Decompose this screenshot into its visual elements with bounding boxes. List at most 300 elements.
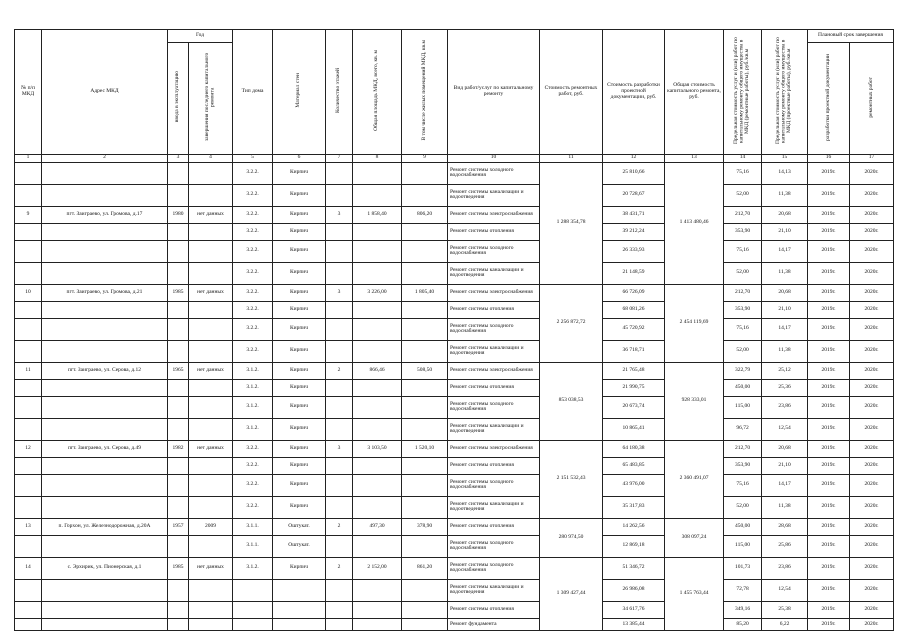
- table-row: [15, 618, 894, 631]
- cell-c15: 6,22: [762, 618, 808, 631]
- cell-num: 14: [15, 557, 42, 579]
- cell-design-cost: 26 986,08: [603, 579, 665, 601]
- cell-floors: [326, 618, 353, 631]
- cell-area: 3 103,50: [353, 440, 402, 457]
- cell-c14: 349,16: [724, 601, 762, 618]
- cell-mat: Кирпич: [273, 301, 326, 318]
- cell-c15: 12,54: [762, 579, 808, 601]
- cell-c15: 25,38: [762, 601, 808, 618]
- cell-design-cost: 45 720,92: [603, 318, 665, 340]
- cell-c16: 2019г.: [808, 362, 850, 379]
- cell-area: [353, 457, 402, 474]
- cell-mat: [273, 618, 326, 631]
- cell-floors: 2: [326, 518, 353, 535]
- cell-c14: 52,00: [724, 340, 762, 362]
- cell-living: [402, 162, 448, 184]
- cell-mat: Кирпич: [273, 240, 326, 262]
- cell-num: [15, 240, 42, 262]
- cell-c17: 2020г.: [850, 379, 894, 396]
- cell-y2: [189, 301, 233, 318]
- column-number: 15: [762, 154, 808, 162]
- header-address: Адрес МКД: [42, 30, 168, 155]
- cell-area: 1 858,40: [353, 206, 402, 223]
- cell-address: [42, 301, 168, 318]
- column-number: 8: [353, 154, 402, 162]
- header-planned-period: Плановый срок завершения: [808, 30, 894, 43]
- cell-address: [42, 162, 168, 184]
- cell-c17: 2020г.: [850, 318, 894, 340]
- cell-living: [402, 262, 448, 284]
- cell-work: Ремонт системы канализации и водоотведения: [448, 340, 540, 362]
- cell-c17: 2020г.: [850, 518, 894, 535]
- cell-c15: 11,38: [762, 184, 808, 206]
- cell-y1: [168, 496, 189, 518]
- cell-work: Ремонт системы электроснабжения: [448, 206, 540, 223]
- cell-living: [402, 223, 448, 240]
- cell-total-cost: 2 360 491,07: [665, 440, 724, 518]
- cell-repair-cost: 280 974,50: [540, 518, 603, 557]
- table-row: [15, 535, 894, 557]
- cell-design-cost: 21 990,75: [603, 379, 665, 396]
- cell-address: [42, 318, 168, 340]
- cell-y1: [168, 340, 189, 362]
- cell-total-cost: 1 413 480,46: [665, 162, 724, 284]
- cell-c16: 2019г.: [808, 340, 850, 362]
- cell-floors: [326, 379, 353, 396]
- cell-floors: [326, 162, 353, 184]
- cell-y2: [189, 496, 233, 518]
- cell-area: 2 152,00: [353, 557, 402, 579]
- cell-address: п. Горхон, ул. Железнодорожная, д.20А: [42, 518, 168, 535]
- cell-area: [353, 262, 402, 284]
- cell-area: [353, 379, 402, 396]
- cell-num: [15, 184, 42, 206]
- cell-c17: 2020г.: [850, 618, 894, 631]
- cell-address: [42, 535, 168, 557]
- cell-living: 1 805,40: [402, 284, 448, 301]
- cell-c16: 2019г.: [808, 262, 850, 284]
- cell-type: 3.2.2.: [233, 457, 273, 474]
- cell-living: [402, 340, 448, 362]
- cell-c16: 2019г.: [808, 284, 850, 301]
- header-year-last-repair: завершения последнего капитального ремонта: [189, 43, 233, 155]
- cell-area: [353, 535, 402, 557]
- cell-y1: 1957: [168, 518, 189, 535]
- cell-num: 11: [15, 362, 42, 379]
- table-row: [15, 418, 894, 440]
- cell-design-cost: 39 212,24: [603, 223, 665, 240]
- cell-design-cost: 25 810,66: [603, 162, 665, 184]
- cell-living: [402, 474, 448, 496]
- cell-y2: [189, 474, 233, 496]
- cell-c16: 2019г.: [808, 240, 850, 262]
- cell-y1: 1982: [168, 440, 189, 457]
- cell-num: [15, 474, 42, 496]
- cell-c14: 450,00: [724, 379, 762, 396]
- repair-schedule-table: [14, 29, 894, 631]
- cell-y1: [168, 240, 189, 262]
- header-repair-cost: Стоимость ремонтных работ, руб.: [540, 30, 603, 155]
- cell-area: 497,30: [353, 518, 402, 535]
- cell-design-cost: 66 726,09: [603, 284, 665, 301]
- cell-area: [353, 240, 402, 262]
- cell-c14: 52,00: [724, 262, 762, 284]
- cell-y1: [168, 457, 189, 474]
- cell-c17: 2020г.: [850, 601, 894, 618]
- cell-mat: Кирпич: [273, 318, 326, 340]
- cell-c17: 2020г.: [850, 340, 894, 362]
- cell-area: [353, 340, 402, 362]
- cell-num: [15, 162, 42, 184]
- cell-c14: 353,90: [724, 223, 762, 240]
- cell-repair-cost: 2 256 872,72: [540, 284, 603, 362]
- table-row: [15, 440, 894, 457]
- cell-c17: 2020г.: [850, 579, 894, 601]
- cell-y2: нет данных: [189, 557, 233, 579]
- cell-y2: [189, 618, 233, 631]
- cell-design-cost: 21 765,48: [603, 362, 665, 379]
- cell-y2: нет данных: [189, 206, 233, 223]
- cell-c17: 2020г.: [850, 301, 894, 318]
- cell-total-cost: 1 455 763,44: [665, 557, 724, 631]
- cell-living: [402, 184, 448, 206]
- cell-c17: 2020г.: [850, 457, 894, 474]
- cell-area: [353, 601, 402, 618]
- header-total-cost: Общая стоимость капитального ремонта, руб.: [665, 30, 724, 155]
- cell-y1: [168, 601, 189, 618]
- cell-mat: Кирпич: [273, 223, 326, 240]
- cell-area: [353, 618, 402, 631]
- cell-c16: 2019г.: [808, 440, 850, 457]
- cell-design-cost: 26 333,93: [603, 240, 665, 262]
- cell-mat: [273, 601, 326, 618]
- cell-num: [15, 579, 42, 601]
- cell-work: Ремонт системы отопления: [448, 379, 540, 396]
- cell-c17: 2020г.: [850, 240, 894, 262]
- cell-y2: [189, 601, 233, 618]
- cell-c15: 21,10: [762, 301, 808, 318]
- cell-floors: [326, 396, 353, 418]
- cell-work: Ремонт фундамента: [448, 618, 540, 631]
- cell-c17: 2020г.: [850, 162, 894, 184]
- cell-mat: Оштукат.: [273, 535, 326, 557]
- cell-living: [402, 601, 448, 618]
- table-row: [15, 474, 894, 496]
- cell-mat: Кирпич: [273, 262, 326, 284]
- cell-y1: 1985: [168, 284, 189, 301]
- cell-c14: 101,73: [724, 557, 762, 579]
- cell-area: [353, 223, 402, 240]
- column-number: 11: [540, 154, 603, 162]
- cell-design-cost: 12 869,18: [603, 535, 665, 557]
- cell-address: [42, 396, 168, 418]
- cell-work: Ремонт системы канализации и водоотведения: [448, 579, 540, 601]
- cell-work: Ремонт системы отопления: [448, 518, 540, 535]
- table-row: [15, 206, 894, 223]
- column-number: 10: [448, 154, 540, 162]
- cell-area: [353, 301, 402, 318]
- column-number: 17: [850, 154, 894, 162]
- cell-c15: 20,68: [762, 440, 808, 457]
- cell-y2: [189, 162, 233, 184]
- cell-type: 3.2.2.: [233, 284, 273, 301]
- cell-type: 3.2.2.: [233, 223, 273, 240]
- header-floors: Количество этажей: [326, 30, 353, 155]
- cell-total-cost: 308 097,24: [665, 518, 724, 557]
- table-row: [15, 601, 894, 618]
- cell-area: [353, 162, 402, 184]
- cell-c16: 2019г.: [808, 301, 850, 318]
- cell-design-cost: 21 148,59: [603, 262, 665, 284]
- cell-c14: 85,20: [724, 618, 762, 631]
- cell-type: 3.2.2.: [233, 262, 273, 284]
- column-number: 4: [189, 154, 233, 162]
- cell-type: 3.2.2.: [233, 474, 273, 496]
- cell-mat: Кирпич: [273, 379, 326, 396]
- cell-work: Ремонт системы отопления: [448, 223, 540, 240]
- cell-repair-cost: 2 151 532,43: [540, 440, 603, 518]
- cell-area: [353, 579, 402, 601]
- cell-work: Ремонт системы отопления: [448, 301, 540, 318]
- cell-c15: 12,54: [762, 418, 808, 440]
- cell-type: 3.2.2.: [233, 184, 273, 206]
- cell-floors: [326, 301, 353, 318]
- cell-c15: 20,68: [762, 284, 808, 301]
- cell-design-cost: 36 718,71: [603, 340, 665, 362]
- cell-address: [42, 601, 168, 618]
- cell-work: Ремонт системы отопления: [448, 601, 540, 618]
- cell-c16: 2019г.: [808, 601, 850, 618]
- cell-y2: [189, 318, 233, 340]
- cell-design-cost: 10 865,41: [603, 418, 665, 440]
- cell-y1: 1965: [168, 362, 189, 379]
- cell-num: [15, 618, 42, 631]
- column-number: 1: [15, 154, 42, 162]
- cell-c16: 2019г.: [808, 496, 850, 518]
- cell-c15: 25,86: [762, 535, 808, 557]
- cell-type: 3.1.2.: [233, 362, 273, 379]
- cell-mat: Кирпич: [273, 440, 326, 457]
- cell-work: Ремонт системы холодного водоснабжения: [448, 240, 540, 262]
- cell-y1: [168, 474, 189, 496]
- cell-floors: [326, 262, 353, 284]
- column-number: 14: [724, 154, 762, 162]
- cell-c15: 14,17: [762, 318, 808, 340]
- cell-c17: 2020г.: [850, 396, 894, 418]
- column-number: 6: [273, 154, 326, 162]
- header-design-cost: Стоимость разработки проектной документации, руб.: [603, 30, 665, 155]
- cell-living: [402, 535, 448, 557]
- cell-repair-cost: 853 038,53: [540, 362, 603, 440]
- cell-c17: 2020г.: [850, 496, 894, 518]
- cell-living: 508,50: [402, 362, 448, 379]
- header-wall-material: Материал стен: [273, 30, 326, 155]
- cell-num: [15, 418, 42, 440]
- table-row: [15, 379, 894, 396]
- cell-c14: 52,00: [724, 496, 762, 518]
- cell-type: [233, 618, 273, 631]
- cell-total-cost: 2 454 119,69: [665, 284, 724, 362]
- cell-work: Ремонт системы канализации и водоотведения: [448, 262, 540, 284]
- table-row: [15, 162, 894, 184]
- cell-type: [233, 579, 273, 601]
- cell-work: Ремонт системы электроснабжения: [448, 440, 540, 457]
- cell-c15: 21,10: [762, 223, 808, 240]
- cell-address: [42, 262, 168, 284]
- cell-address: [42, 496, 168, 518]
- cell-living: [402, 496, 448, 518]
- cell-mat: Кирпич: [273, 362, 326, 379]
- header-year: Год: [168, 30, 233, 43]
- cell-c16: 2019г.: [808, 535, 850, 557]
- cell-y2: [189, 379, 233, 396]
- cell-c14: 75,16: [724, 318, 762, 340]
- cell-num: [15, 301, 42, 318]
- cell-c17: 2020г.: [850, 206, 894, 223]
- cell-work: Ремонт системы электроснабжения: [448, 362, 540, 379]
- cell-c16: 2019г.: [808, 418, 850, 440]
- table-row: [15, 340, 894, 362]
- cell-c15: 11,38: [762, 496, 808, 518]
- cell-c15: 14,17: [762, 474, 808, 496]
- cell-y2: [189, 418, 233, 440]
- cell-address: пгт. Заиграево, ул. Серова, д.12: [42, 362, 168, 379]
- cell-type: 3.2.2.: [233, 162, 273, 184]
- cell-address: [42, 240, 168, 262]
- cell-floors: [326, 184, 353, 206]
- table-body: [15, 162, 894, 631]
- cell-type: 3.2.2.: [233, 240, 273, 262]
- cell-floors: [326, 601, 353, 618]
- cell-mat: Кирпич: [273, 340, 326, 362]
- cell-living: [402, 379, 448, 396]
- cell-area: [353, 396, 402, 418]
- cell-c14: 75,16: [724, 240, 762, 262]
- cell-c15: 23,86: [762, 557, 808, 579]
- cell-design-cost: 51 346,72: [603, 557, 665, 579]
- cell-c16: 2019г.: [808, 618, 850, 631]
- cell-living: [402, 240, 448, 262]
- cell-y2: [189, 223, 233, 240]
- cell-c16: 2019г.: [808, 184, 850, 206]
- cell-y2: нет данных: [189, 440, 233, 457]
- table-row: [15, 579, 894, 601]
- cell-c16: 2019г.: [808, 457, 850, 474]
- cell-type: 3.2.2.: [233, 301, 273, 318]
- cell-y1: [168, 618, 189, 631]
- cell-num: [15, 262, 42, 284]
- column-number: 9: [402, 154, 448, 162]
- cell-work: Ремонт системы канализации и водоотведения: [448, 496, 540, 518]
- cell-type: 3.1.1.: [233, 518, 273, 535]
- cell-c15: 28,68: [762, 518, 808, 535]
- cell-mat: Кирпич: [273, 418, 326, 440]
- cell-design-cost: 20 673,74: [603, 396, 665, 418]
- table-header: [15, 30, 894, 163]
- cell-y2: 2009: [189, 518, 233, 535]
- cell-num: 10: [15, 284, 42, 301]
- cell-address: пгт. Заиграево, ул. Серова, д.49: [42, 440, 168, 457]
- cell-y1: [168, 396, 189, 418]
- cell-c16: 2019г.: [808, 579, 850, 601]
- header-repair-works: ремонтных работ: [850, 43, 894, 155]
- cell-mat: Кирпич: [273, 206, 326, 223]
- cell-y2: [189, 457, 233, 474]
- cell-floors: [326, 474, 353, 496]
- cell-address: [42, 184, 168, 206]
- cell-c17: 2020г.: [850, 474, 894, 496]
- cell-c15: 14,13: [762, 162, 808, 184]
- cell-design-cost: 20 728,67: [603, 184, 665, 206]
- cell-design-cost: 38 431,71: [603, 206, 665, 223]
- cell-y1: [168, 184, 189, 206]
- cell-floors: [326, 240, 353, 262]
- column-number: 13: [665, 154, 724, 162]
- table-row: [15, 396, 894, 418]
- cell-area: [353, 474, 402, 496]
- cell-y1: [168, 162, 189, 184]
- cell-address: [42, 474, 168, 496]
- cell-work: Ремонт системы канализации и водоотведения: [448, 184, 540, 206]
- cell-living: [402, 396, 448, 418]
- cell-c17: 2020г.: [850, 440, 894, 457]
- cell-c15: 25,12: [762, 362, 808, 379]
- cell-area: [353, 318, 402, 340]
- cell-type: 3.2.2.: [233, 340, 273, 362]
- cell-living: 1 520,10: [402, 440, 448, 457]
- cell-y2: нет данных: [189, 284, 233, 301]
- column-number: 2: [42, 154, 168, 162]
- cell-y1: [168, 535, 189, 557]
- table-row: [15, 457, 894, 474]
- cell-repair-cost: 1 288 354,78: [540, 162, 603, 284]
- cell-work: Ремонт системы канализации и водоотведения: [448, 418, 540, 440]
- cell-y2: [189, 340, 233, 362]
- cell-num: [15, 223, 42, 240]
- cell-c16: 2019г.: [808, 223, 850, 240]
- cell-address: [42, 457, 168, 474]
- cell-living: [402, 318, 448, 340]
- cell-y1: 1985: [168, 557, 189, 579]
- cell-c14: 322,79: [724, 362, 762, 379]
- cell-c15: 20,68: [762, 206, 808, 223]
- cell-type: [233, 601, 273, 618]
- cell-y1: [168, 262, 189, 284]
- cell-c17: 2020г.: [850, 418, 894, 440]
- cell-floors: [326, 579, 353, 601]
- cell-num: 9: [15, 206, 42, 223]
- cell-type: 3.1.1.: [233, 535, 273, 557]
- cell-c14: 75,16: [724, 162, 762, 184]
- cell-address: [42, 579, 168, 601]
- cell-c17: 2020г.: [850, 557, 894, 579]
- header-house-type: Тип дома: [233, 30, 273, 155]
- cell-num: [15, 379, 42, 396]
- header-living-area: В том числе жилых помещений МКД, кв.м: [402, 30, 448, 155]
- cell-c15: 11,38: [762, 262, 808, 284]
- cell-mat: Кирпич: [273, 557, 326, 579]
- cell-y1: [168, 418, 189, 440]
- cell-area: [353, 184, 402, 206]
- cell-work: Ремонт системы холодного водоснабжения: [448, 318, 540, 340]
- cell-work: Ремонт системы холодного водоснабжения: [448, 396, 540, 418]
- cell-living: 378,90: [402, 518, 448, 535]
- cell-floors: [326, 418, 353, 440]
- column-number: 12: [603, 154, 665, 162]
- header-max-cost-works: Предельная стоимость услуг и (или) работ по капитальному ремонту общего имущества в МКД (ремонтные работы), руб./кв.м: [724, 30, 762, 155]
- cell-area: 866,46: [353, 362, 402, 379]
- cell-floors: [326, 223, 353, 240]
